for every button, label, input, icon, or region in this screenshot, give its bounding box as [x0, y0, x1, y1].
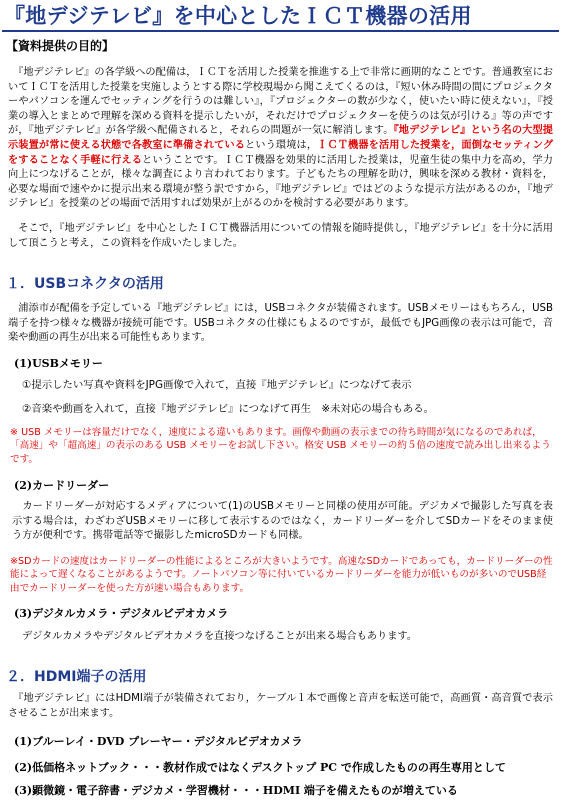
usb-memory-bullet-2: ②音楽や動画を入れて，直接『地デジテレビ』につなげて再生 ※未対応の場合もある。 — [22, 403, 435, 415]
card-reader-title: (2)カードリーダー — [14, 479, 110, 492]
page-title: 『地デジテレビ』を中心としたＩＣＴ機器の活用 — [4, 4, 472, 28]
card-reader-note: ※SDカードの速度はカードリーダーの性能によるところが大きいようです。高速なSDカードであっても，カードリーダーの性能によって遅くなることがあるようです。ノートパソコン等に付いているカードリーダーを能力が低いものが多いのでUSB経由でカードリーダーを使った方が速い場合もあります。 — [10, 556, 553, 594]
hdmi-intro: 『地デジテレビ』にはHDMI端子が装備されており，ケーブル１本で画像と音声を転送可能で，高画質・高音質で表示させることが出来ます。 — [8, 693, 553, 719]
usb-memory-title: (1)USBメモリー — [14, 357, 103, 370]
usb-memory-bullet-1: ①提示したい写真や資料をJPG画像で入れて，直接『地デジテレビ』につなげて表示 — [22, 379, 412, 391]
hdmi-item-1: (1)ブルーレイ・DVD プレーヤー・デジタルビデオカメラ — [14, 735, 303, 748]
purpose-text-1: 『地デジテレビ』の各学級への配備は，ＩＣＴを活用した授業を推進する上で非常に画期的なことです。普通教室においてＩＣＴを活用した授業を実施しようとする際に学校現場から聞こえてくるのは，『短い休み時間の間にプロジェクターやパソコンを運んでセッティングを行うのは難しい』，『プロジェクターの数が少なく，使いたい時に使えない』，『授業の導入とまとめで理解を深める資料を提示したいが，それだけでプロジェクターを使うのは気が引ける』等の声ですが，『地デジテレビ』が各学級へ配備されると，それらの問題が一気に解消します。 — [8, 67, 553, 137]
camera-title: (3)デジタルカメラ・デジタルビデオカメラ — [14, 607, 229, 620]
purpose-emphasis-2: ＩＣＴ機器を活用した授業を，面倒なセッティングをすることなく手軽に行える — [8, 139, 554, 166]
card-reader-description: カードリーダーが対応するメディアについて(1)のUSBメモリーと同様の使用が可能。デジカメで撮影した写真を表示する場合は，わざわざUSBメモリーに移して表示するのではなく，カードリーダーを介してSDカードをそのまま使う方が便利です。携帯電話等で撮影したmicroSDカードも同様。 — [12, 501, 553, 542]
purpose-paragraph-1 — [8, 66, 553, 212]
purpose-text-2: という環境は， — [245, 139, 318, 151]
title-underline — [2, 30, 559, 32]
hdmi-item-3: (3)顕微鏡・電子辞書・デジカメ・学習機材・・・HDMI 端子を備えたものが増えている — [14, 784, 458, 797]
purpose-paragraph-2: そこで，『地デジテレビ』を中心としたＩＣＴ機器活用についての情報を随時提供し，『地デジテレビ』を十分に活用して頂こうと考え，この資料を作成いたしました。 — [8, 223, 553, 249]
purpose-heading: 【資料提供の目的】 — [6, 39, 115, 53]
usb-intro: 浦添市が配備を予定している『地デジテレビ』には，USBコネクタが装備されます。USBメモリーはもちろん，USB端子を持つ様々な機器が接続可能です。USBコネクタの仕様にもよるのですが，最低でもJPG画像の表示は可能で，音楽や動画の再生が出来る可能性もあります。 — [8, 303, 553, 344]
hdmi-item-2: (2)低価格ネットブック・・・教材作成ではなくデスクトップ PC で作成したものの再生専用として — [14, 761, 506, 774]
camera-description: デジタルカメラやデジタルビデオカメラを直接つなげることが出来る場合もあります。 — [12, 631, 417, 642]
purpose-text-3: ということです。ＩＣＴ機器を効果的に活用した授業は，児童生徒の集中力を高め，学力向上につなげることが，様々な調査により言われております。子どもたちの理解を助け，興味を深める教材・資料を，必要な場面で速やかに提示出来る環境が整う訳ですから，『地デジテレビ』ではどのような提示方法があるのか，『地デジテレビ』を授業のどの場面で活用すれば効果が上がるのかを検討する必要があります。 — [8, 154, 553, 210]
usb-section-heading: １．USBコネクタの活用 — [6, 276, 164, 292]
hdmi-section-heading: ２．HDMI端子の活用 — [6, 669, 147, 685]
usb-memory-note: ※ USB メモリーは容量だけでなく，速度による違いもあります。画像や動画の表示までの待ち時間が気になるのであれば，「高速」や「超高速」の表示のある USB メモリーをお試し下さい。格安 USB メモリーの約５倍の速度で読み出し出来るようです。 — [10, 427, 551, 465]
purpose-emphasis-1: 『地デジテレビ』という名の大型提示装置が常に使える状態で各教室に準備されている — [8, 125, 553, 151]
